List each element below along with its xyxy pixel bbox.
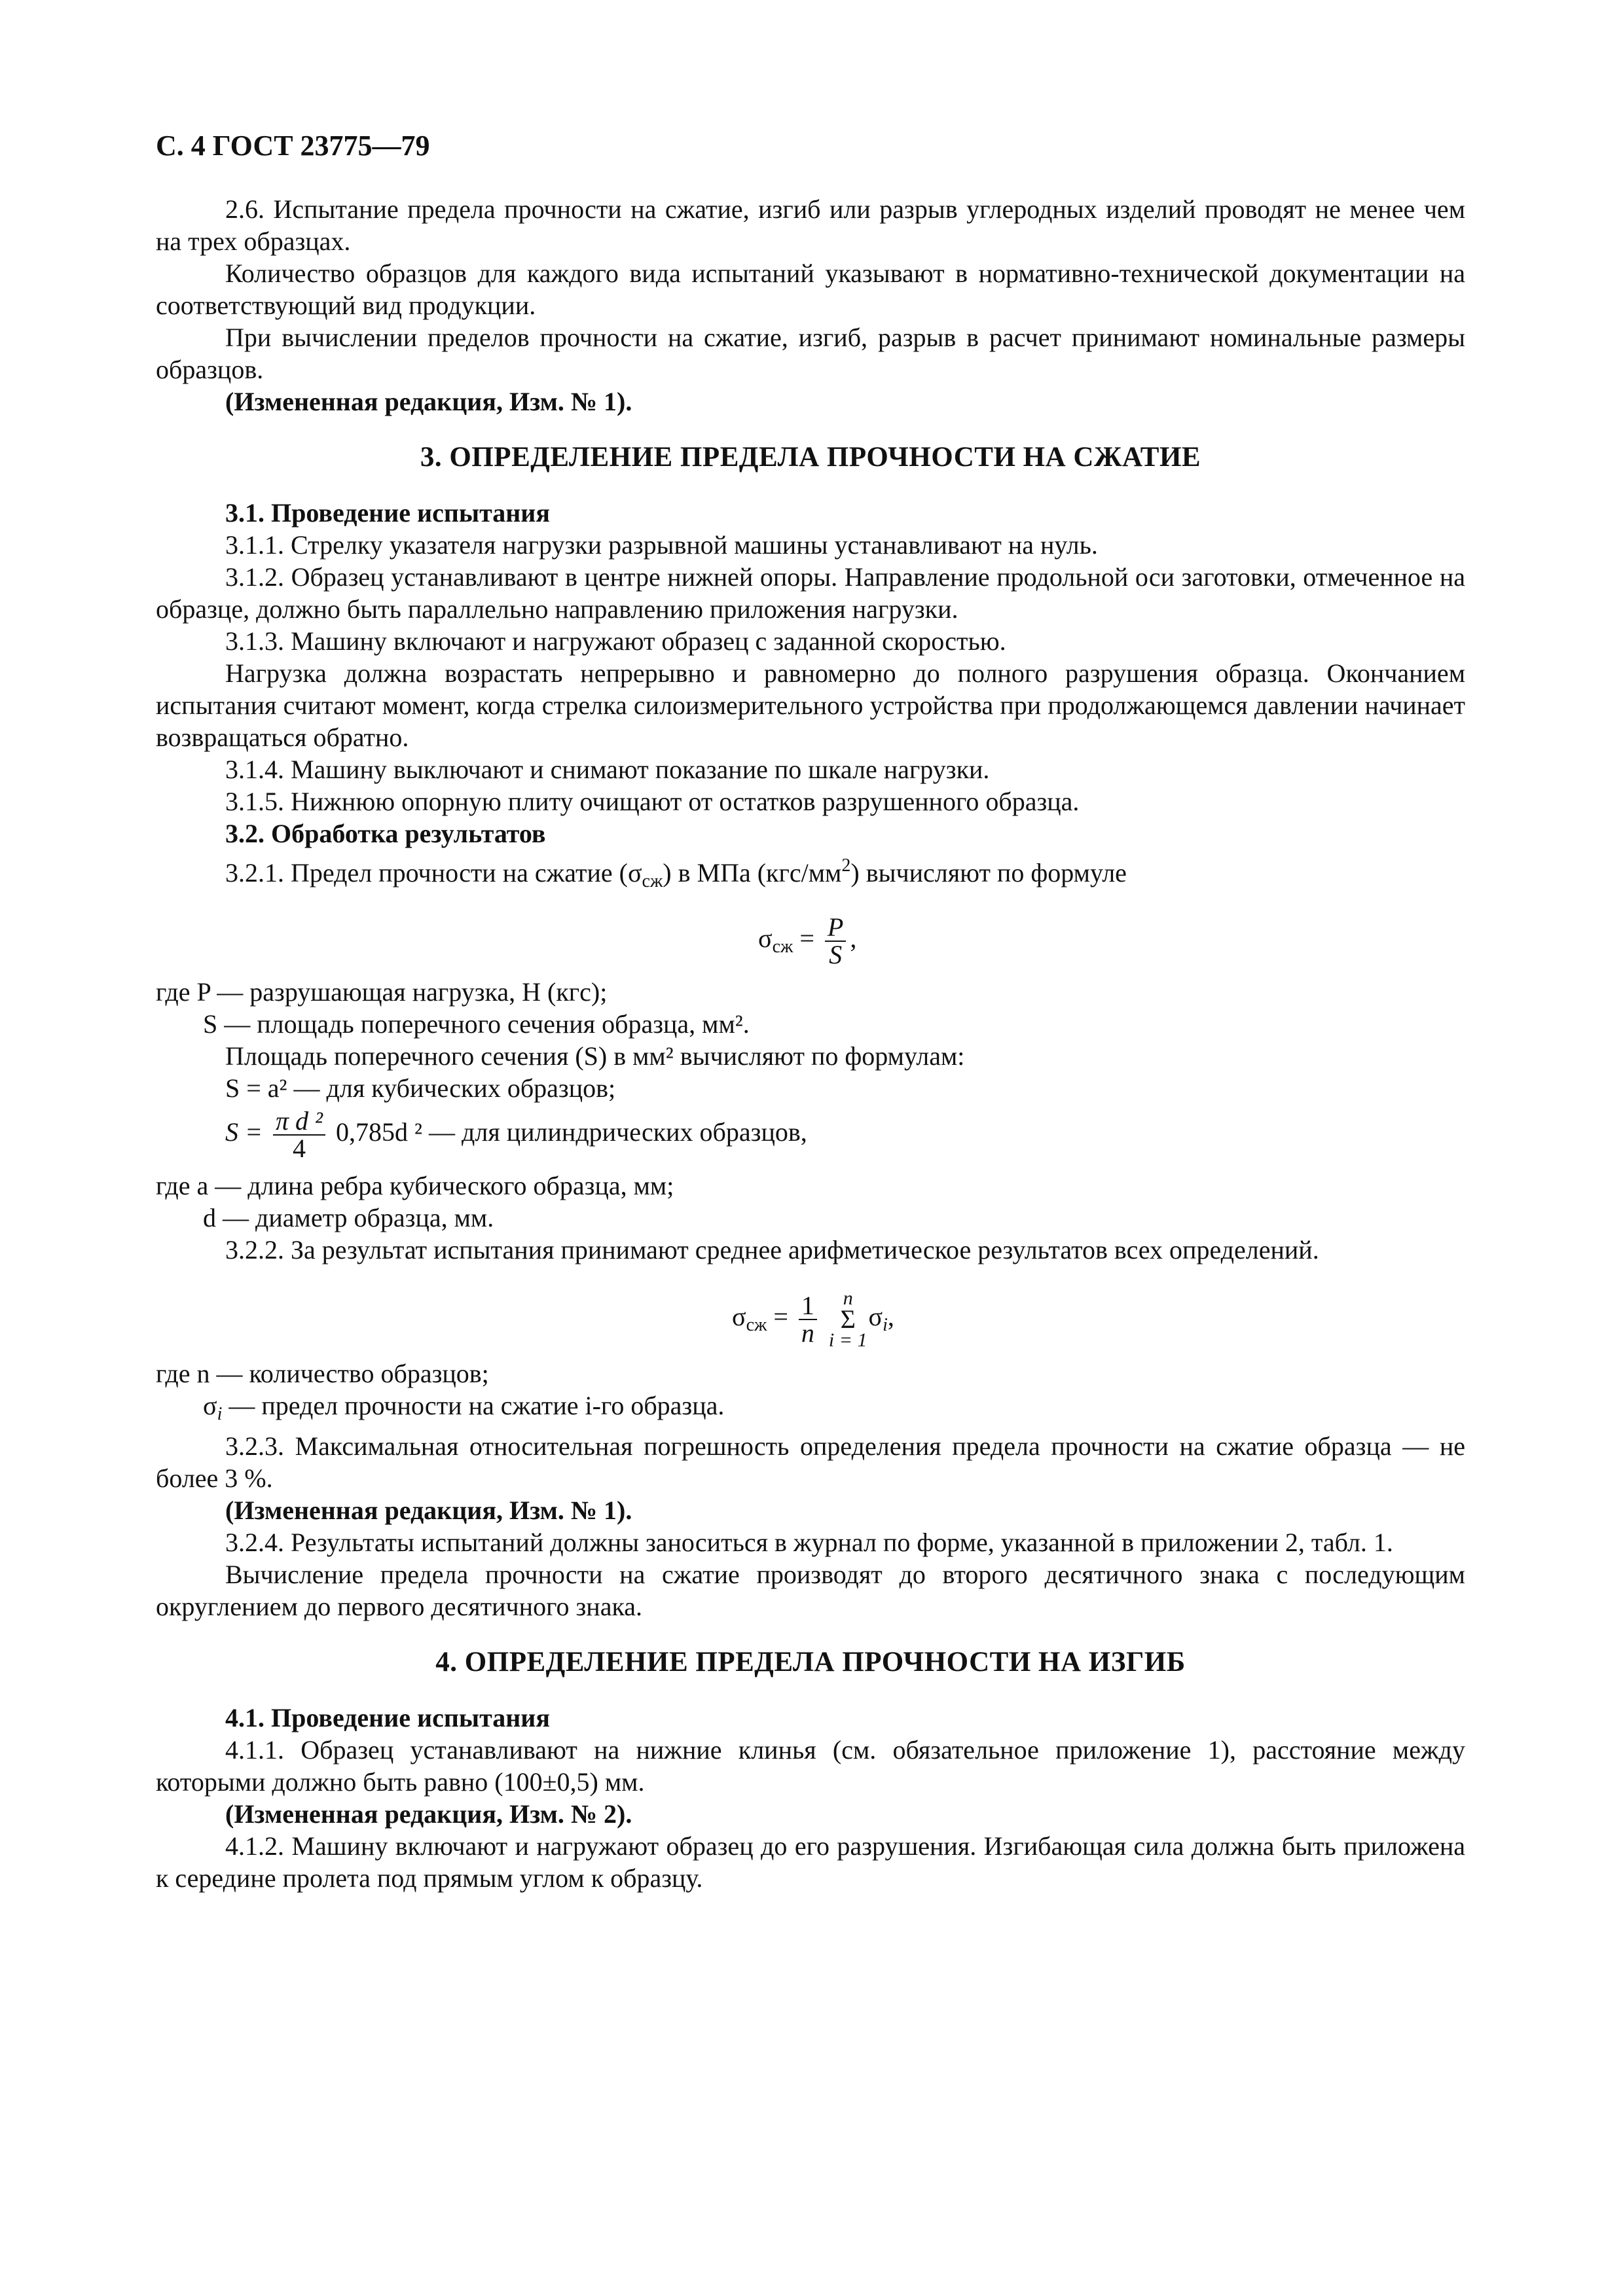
where-a: где a — длина ребра кубического образца, мм; xyxy=(156,1171,674,1200)
clause-4-1-1: 4.1.1. Образец устанавливают на нижние клинья (см. обязательное приложение 1), расстояние между которыми должно быть равно (100±0,5) мм. xyxy=(156,1735,1465,1797)
clause-3-1-1: 3.1.1. Стрелку указателя нагрузки разрывной машины устанавливают на нуль. xyxy=(225,530,1098,560)
clause-3-2-4: 3.2.4. Результаты испытаний должны заноситься в журнал по форме, указанной в приложении 2, табл. 1. xyxy=(225,1528,1393,1557)
where-d: d — диаметр образца, мм. xyxy=(203,1203,494,1232)
section-3-title: 3. ОПРЕДЕЛЕНИЕ ПРЕДЕЛА ПРОЧНОСТИ НА СЖАТИЕ xyxy=(420,442,1201,473)
page-header: С. 4 ГОСТ 23775—79 xyxy=(156,130,430,162)
amendment-note: (Измененная редакция, Изм. № 1). xyxy=(225,1496,632,1525)
area-cylinder-formula: S = $\frac{\text{π d ²}}{4}$ 0,785d ² — для цилиндрических образцов, xyxy=(225,1106,807,1163)
subsection-4-1-title: 4.1. Проведение испытания xyxy=(225,1703,550,1732)
clause-3-2-1: 3.2.1. Предел прочности на сжатие $(\sigma_{сж})$ в МПа $(кгс/мм^2)$ вычисляют по формуле xyxy=(225,855,1127,891)
formula-compressive-strength: $\sigma_{сж}$ = $\frac{P}{S}$ , xyxy=(758,912,857,969)
clause-3-2-2: 3.2.2. За результат испытания принимают среднее арифметическое результатов всех определений. xyxy=(225,1235,1319,1265)
clause-4-1-2: 4.1.2. Машину включают и нагружают образец до его разрушения. Изгибающая сила должна быть приложена к середине пролета под прямым углом к образцу. xyxy=(156,1831,1465,1893)
where-sigma-i: $\sigma_i$ — предел прочности на сжатие i-го образца. xyxy=(203,1391,725,1424)
clause-3-1-2: 3.1.2. Образец устанавливают в центре нижней опоры. Направление продольной оси заготовки, отмеченное на образце, должно быть параллельно направлению приложения нагрузки. xyxy=(156,562,1465,624)
subsection-3-2-title: 3.2. Обработка результатов xyxy=(225,819,546,848)
formula-mean: $\sigma_{сж}$ = $\frac{1}{n}$ n Σ i = 1 $\sigma_i$, xyxy=(732,1287,894,1351)
where-n: где n — количество образцов; xyxy=(156,1359,489,1388)
clause-3-1-3: 3.1.3. Машину включают и нагружают образец с заданной скоростью. xyxy=(225,626,1006,656)
clause-3-1-5: 3.1.5. Нижнюю опорную плиту очищают от остатков разрушенного образца. xyxy=(225,787,1080,816)
clause-3-1-4: 3.1.4. Машину выключают и снимают показание по шкале нагрузки. xyxy=(225,755,990,784)
clause-3-1-3-load: Нагрузка должна возрастать непрерывно и равномерно до полного разрушения образца. Окончанием испытания считают момент, когда стрелка силоизмерительного устройства при продолжающемся давлении начинает возвращаться обратно. xyxy=(156,658,1465,752)
area-intro: Площадь поперечного сечения (S) в мм² вычисляют по формулам: xyxy=(225,1041,965,1071)
clause-3-2-4-rounding: Вычисление предела прочности на сжатие производят до второго десятичного знака с последующим округлением до первого десятичного знака. xyxy=(156,1560,1465,1621)
section-4-title: 4. ОПРЕДЕЛЕНИЕ ПРЕДЕЛА ПРОЧНОСТИ НА ИЗГИБ xyxy=(435,1647,1186,1677)
clause-2-6-dimensions: При вычислении пределов прочности на сжатие, изгиб, разрыв в расчет принимают номинальные размеры образцов. xyxy=(156,323,1465,384)
area-cube-formula: S = a² — для кубических образцов; xyxy=(225,1073,616,1103)
document-page xyxy=(156,130,1465,1894)
where-s: S — площадь поперечного сечения образца, мм². xyxy=(203,1009,750,1039)
clause-2-6: 2.6. Испытание предела прочности на сжатие, изгиб или разрыв углеродных изделий проводят не менее чем на трех образцах. xyxy=(156,194,1465,256)
amendment-note: (Измененная редакция, Изм. № 1). xyxy=(225,387,632,416)
where-p: где P — разрушающая нагрузка, Н (кгс); xyxy=(156,977,608,1007)
clause-2-6-samples: Количество образцов для каждого вида испытаний указывают в нормативно-технической документации на соответствующий вид продукции. xyxy=(156,259,1465,320)
subsection-3-1-title: 3.1. Проведение испытания xyxy=(225,498,550,528)
amendment-note: (Измененная редакция, Изм. № 2). xyxy=(225,1799,632,1829)
clause-3-2-3: 3.2.3. Максимальная относительная погрешность определения предела прочности на сжатие образца — не более 3 %. xyxy=(156,1431,1465,1493)
